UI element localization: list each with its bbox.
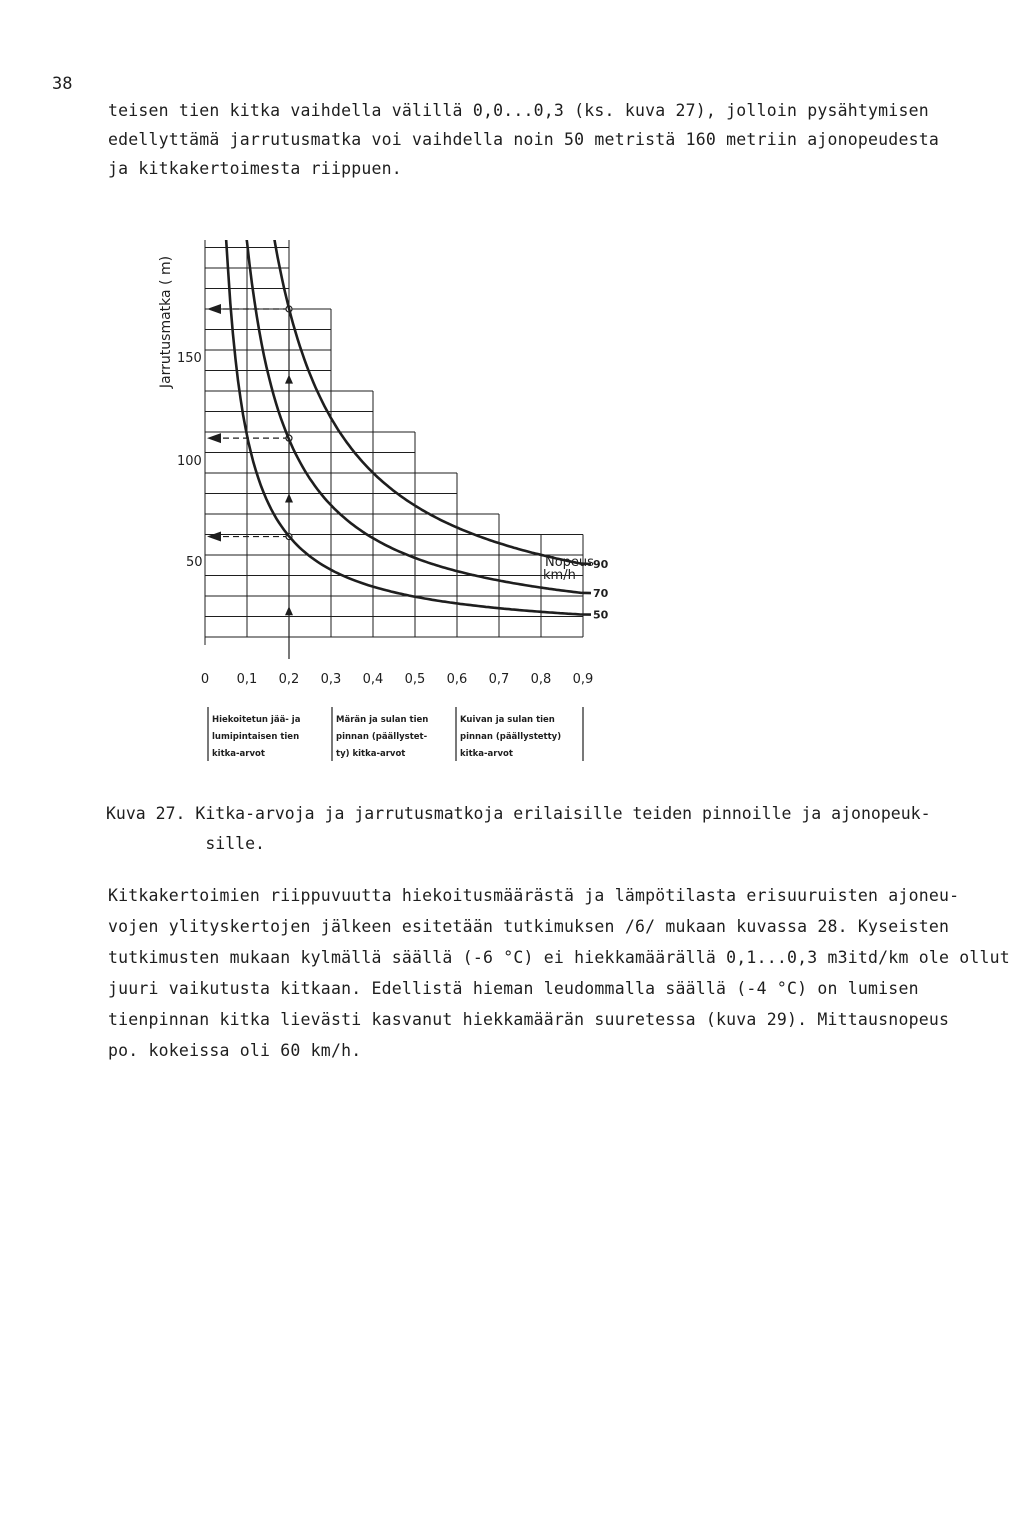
arrow-left-icon	[207, 433, 221, 443]
paragraph-line: po. kokeissa oli 60 km/h.	[108, 1041, 362, 1060]
x-tick-label: 0,4	[362, 672, 384, 687]
paragraph-line: edellyttämä jarrutusmatka voi vaihdella noin 50 metristä 160 metriin ajonopeudesta	[108, 130, 939, 149]
paragraph-2	[108, 880, 1010, 1066]
arrow-up-icon	[285, 375, 293, 384]
paragraph-line: vojen ylityskertojen jälkeen esitetään tutkimuksen /6/ mukaan kuvassa 28. Kyseisten	[108, 917, 950, 936]
series-labels	[593, 558, 609, 622]
paragraph-line: ja kitkakertoimesta riippuen.	[108, 159, 402, 178]
x-tick-label: 0,1	[236, 672, 258, 687]
x-tick-label: 0,8	[530, 672, 552, 687]
range-label: lumipintaisen tien	[212, 732, 300, 742]
x-tick-label: 0,7	[488, 672, 510, 687]
range-label: pinnan (päällystet-	[336, 732, 428, 742]
x-tick-label: 0,2	[278, 672, 300, 687]
paragraph-line: tutkimusten mukaan kylmällä säällä (-6 °C) ei hiekkamäärällä 0,1...0,3 m3itd/km ole ollut	[108, 948, 1010, 967]
legend-unit: km/h	[543, 568, 576, 583]
arrow-left-icon	[207, 304, 221, 314]
x-tick-labels	[201, 672, 593, 687]
page-number: 38	[52, 74, 73, 94]
x-tick-label: 0	[200, 672, 210, 687]
range-label: ty) kitka-arvot	[336, 749, 406, 759]
range-label: Kuivan ja sulan tien	[460, 715, 555, 725]
paragraph-line: tienpinnan kitka lievästi kasvanut hiekkamäärän suuretessa (kuva 29). Mittausnopeus	[108, 1010, 950, 1029]
speed-curves	[225, 240, 591, 615]
y-tick-label: 150	[177, 351, 202, 366]
caption-line: Kuva 27. Kitka-arvoja ja jarrutusmatkoja erilaisille teiden pinnoille ja ajonopeuk-	[106, 804, 931, 823]
y-tick-label: 100	[177, 454, 202, 469]
braking-distance-chart	[150, 240, 630, 770]
speed-curve-50	[225, 240, 591, 615]
arrow-up-icon	[285, 494, 293, 503]
paragraph-line: teisen tien kitka vaihdella välillä 0,0...0,3 (ks. kuva 27), jolloin pysähtymisen	[108, 101, 929, 120]
range-label: Märän ja sulan tien	[336, 715, 429, 725]
range-labels	[208, 707, 583, 761]
arrow-left-icon	[207, 532, 221, 542]
paragraph-1	[108, 96, 988, 183]
paragraph-line: Kitkakertoimien riippuvuutta hiekoitusmäärästä ja lämpötilasta erisuuruisten ajoneu-	[108, 886, 960, 905]
x-tick-label: 0,6	[446, 672, 468, 687]
reading-guides	[207, 304, 293, 659]
arrow-up-icon	[285, 606, 293, 615]
range-label: kitka-arvot	[460, 749, 513, 759]
speed-curve-90	[271, 240, 591, 564]
x-tick-label: 0,5	[404, 672, 426, 687]
series-label: 70	[593, 587, 609, 601]
series-label: 90	[593, 558, 609, 572]
caption-line: sille.	[106, 834, 265, 853]
range-label: kitka-arvot	[212, 749, 265, 759]
figure-caption	[106, 799, 986, 859]
y-axis-label: Jarrutusmatka ( m)	[158, 255, 174, 389]
series-label: 50	[593, 608, 609, 622]
y-tick-label: 50	[186, 555, 203, 570]
speed-curve-70	[245, 240, 591, 593]
range-label: pinnan (päällystetty)	[460, 732, 562, 742]
legend-title: Nopeus	[545, 555, 594, 570]
x-tick-label: 0,3	[320, 672, 342, 687]
paragraph-line: juuri vaikutusta kitkaan. Edellistä hieman leudommalla säällä (-4 °C) on lumisen	[108, 979, 919, 998]
x-tick-label: 0,9	[572, 672, 594, 687]
range-label: Hiekoitetun jää- ja	[212, 715, 301, 725]
